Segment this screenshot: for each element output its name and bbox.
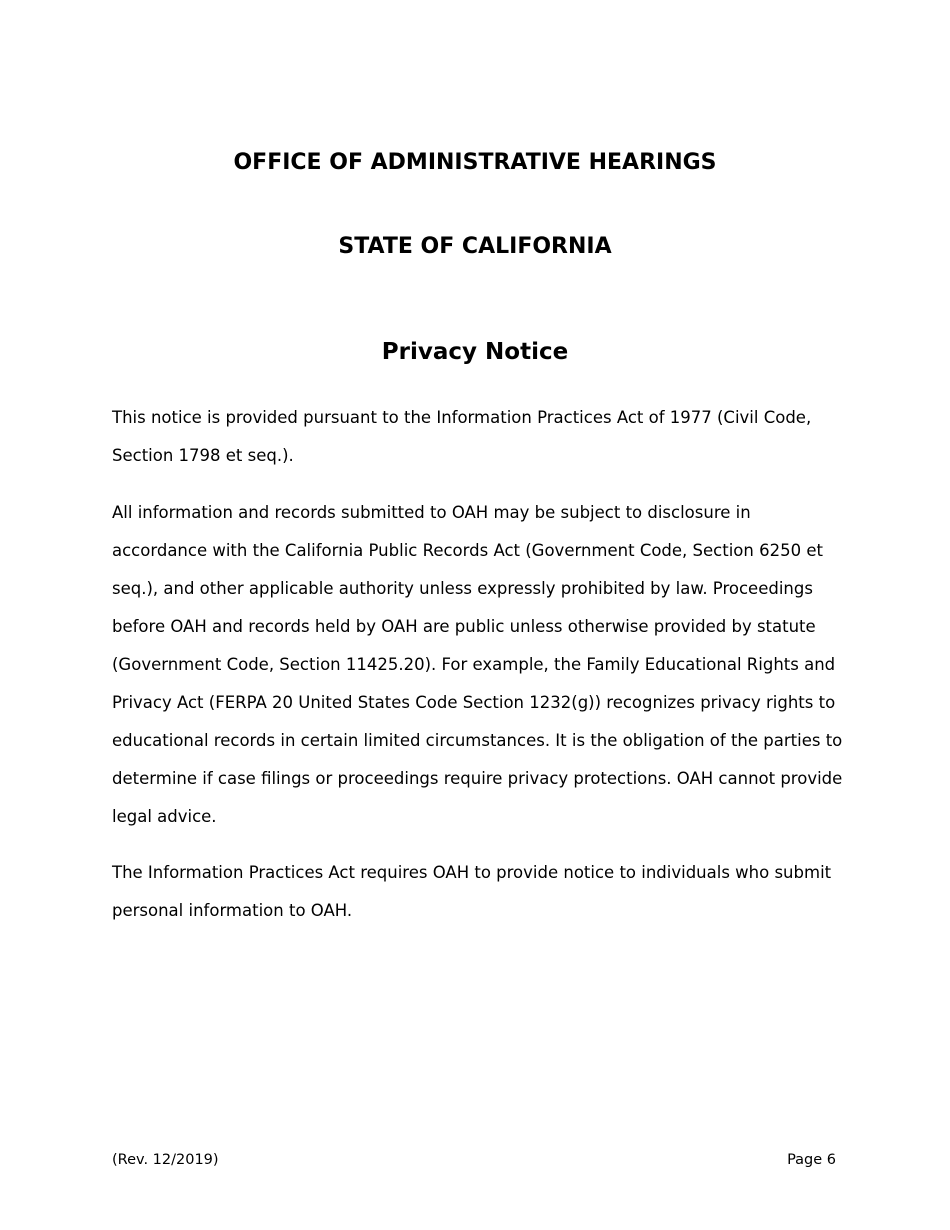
state-heading: STATE OF CALIFORNIA [338, 234, 612, 259]
agency-heading: OFFICE OF ADMINISTRATIVE HEARINGS [233, 150, 717, 175]
page-number: Page 6 [787, 1152, 836, 1168]
revision-label: (Rev. 12/2019) [112, 1152, 219, 1168]
paragraph-notice-requirement: The Information Practices Act requires OAH to provide notice to individuals who submit personal information to OAH. [112, 863, 832, 920]
paragraph-authority: This notice is provided pursuant to the Information Practices Act of 1977 (Civil Code, Section 1798 et seq.). [112, 408, 812, 465]
paragraph-disclosure: All information and records submitted to OAH may be subject to disclosure in accordance with the California Public Records Act (Government Code, Section 6250 et seq.), and other applicable authority unless expressly prohibited by law. Proceedings before OAH and records held by OAH are public unless otherwise provided by statute (Government Code, Section 11425.20). For example, the Family Educational Rights and Privacy Act (FERPA 20 United States Code Section 1232(g)) recognizes privacy rights to educational records in certain limited circumstances. It is the obligation of the parties to determine if case filings or proceedings require privacy protections. OAH cannot provide legal advice. [112, 503, 843, 826]
page-title: Privacy Notice [381, 339, 569, 365]
